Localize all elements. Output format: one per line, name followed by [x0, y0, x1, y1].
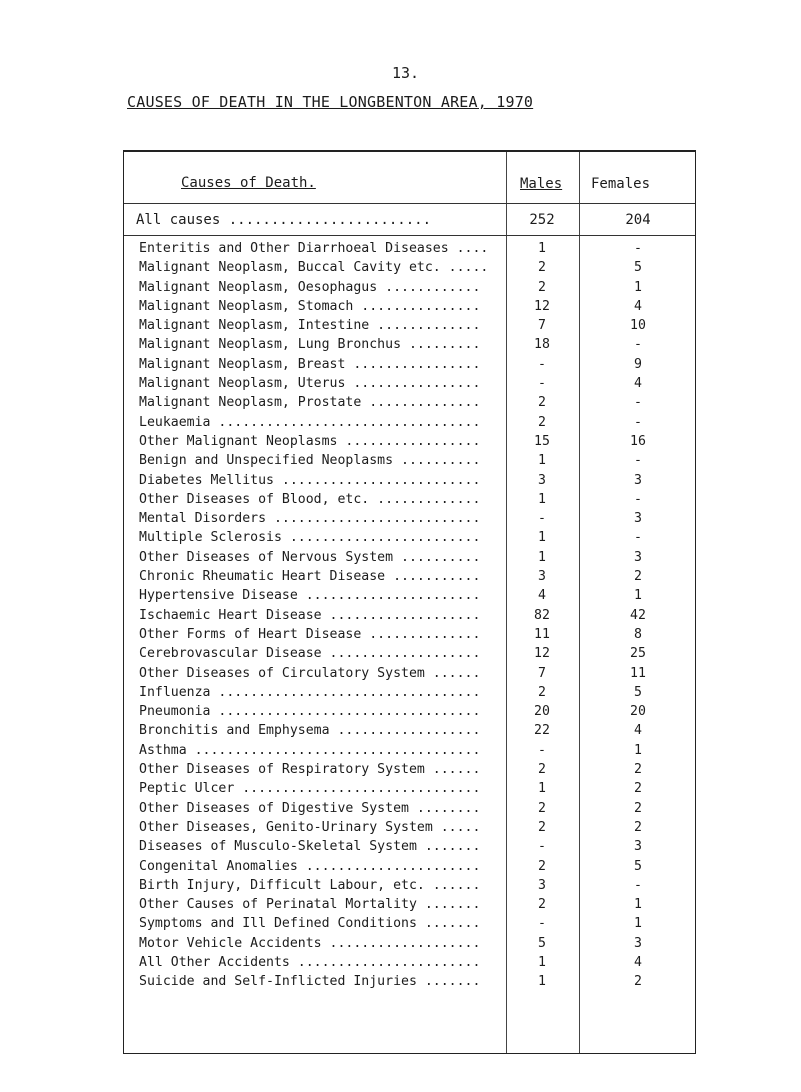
cause-label: Symptoms and Ill Defined Conditions .......	[139, 916, 481, 932]
males-value: 12	[534, 646, 550, 662]
table-row	[124, 509, 695, 528]
cause-label: Birth Injury, Difficult Labour, etc. ......	[139, 877, 481, 893]
table-row	[124, 316, 695, 335]
cause-label: Malignant Neoplasm, Intestine .............	[139, 318, 481, 334]
males-value: 7	[538, 318, 546, 334]
females-value: 4	[634, 298, 642, 314]
cause-label: Hypertensive Disease ......................	[139, 588, 481, 604]
females-value: -	[634, 337, 642, 353]
table-row	[124, 239, 695, 258]
cause-label: Malignant Neoplasm, Breast ................	[139, 356, 481, 372]
males-value: -	[538, 511, 546, 527]
table-row	[124, 258, 695, 277]
females-value: 4	[634, 954, 642, 970]
females-value: 2	[634, 762, 642, 778]
cause-label: Diseases of Musculo-Skeletal System .......	[139, 839, 481, 855]
cause-label: Leukaemia .................................	[139, 414, 481, 430]
cause-label: All Other Accidents .......................	[139, 954, 481, 970]
males-value: 2	[538, 279, 546, 295]
cause-label: Suicide and Self-Inflicted Injuries .......	[139, 974, 481, 990]
cause-label: Other Diseases of Digestive System ........	[139, 800, 481, 816]
males-value: 3	[538, 472, 546, 488]
cause-label: Malignant Neoplasm, Stomach ...............	[139, 298, 481, 314]
males-value: 3	[538, 877, 546, 893]
females-value: 1	[634, 279, 642, 295]
females-value: 5	[634, 260, 642, 276]
females-value: -	[634, 877, 642, 893]
males-value: -	[538, 916, 546, 932]
cause-label: Enteritis and Other Diarrhoeal Diseases ....	[139, 241, 489, 256]
cause-label: Peptic Ulcer ..............................	[139, 781, 481, 797]
males-value: 1	[538, 974, 546, 990]
males-value: 1	[538, 954, 546, 970]
females-value: 3	[634, 935, 642, 951]
table-row	[124, 625, 695, 644]
females-value: 5	[634, 858, 642, 874]
cause-label: Chronic Rheumatic Heart Disease ...........	[139, 569, 481, 585]
table-row	[124, 664, 695, 683]
total-rule	[124, 235, 695, 236]
page-number: 13.	[392, 64, 420, 82]
males-value: 22	[534, 723, 550, 739]
all-causes-males: 252	[529, 212, 555, 228]
cause-label: Influenza .................................	[139, 684, 481, 700]
table-row	[124, 914, 695, 933]
males-value: 82	[534, 607, 550, 623]
cause-label: Other Diseases of Blood, etc. .............	[139, 491, 481, 507]
cause-label: Malignant Neoplasm, Buccal Cavity etc. .....	[139, 260, 489, 276]
table-row	[124, 586, 695, 605]
table-row	[124, 818, 695, 837]
females-value: 20	[630, 704, 646, 720]
table-row	[124, 837, 695, 856]
table-row	[124, 644, 695, 663]
cause-label: Malignant Neoplasm, Lung Bronchus .........	[139, 337, 481, 353]
table-row	[124, 799, 695, 818]
females-value: 5	[634, 684, 642, 700]
table-row	[124, 335, 695, 354]
table-row	[124, 432, 695, 451]
females-value: -	[634, 530, 642, 546]
females-value: 3	[634, 472, 642, 488]
causes-of-death-table	[123, 150, 696, 1054]
males-value: 12	[534, 298, 550, 314]
males-value: 3	[538, 569, 546, 585]
all-causes-females: 204	[625, 212, 651, 228]
males-value: 2	[538, 414, 546, 430]
table-row	[124, 297, 695, 316]
table-row	[124, 779, 695, 798]
cause-label: Other Forms of Heart Disease ..............	[139, 626, 481, 642]
cause-label: Congenital Anomalies ......................	[139, 858, 481, 874]
table-row	[124, 606, 695, 625]
males-value: -	[538, 742, 546, 758]
females-value: -	[634, 491, 642, 507]
cause-label: Other Diseases, Genito-Urinary System .....	[139, 819, 481, 835]
table-row	[124, 741, 695, 760]
cause-label: Motor Vehicle Accidents ...................	[139, 935, 481, 951]
table-row	[124, 857, 695, 876]
females-value: 2	[634, 781, 642, 797]
females-value: 1	[634, 897, 642, 913]
females-value: 2	[634, 800, 642, 816]
cause-label: Cerebrovascular Disease ...................	[139, 646, 481, 662]
females-value: 16	[630, 433, 646, 449]
cause-label: Other Causes of Perinatal Mortality .......	[139, 897, 481, 913]
table-row	[124, 760, 695, 779]
all-causes-label: All causes ........................	[136, 212, 432, 228]
header-males: Males	[520, 176, 563, 192]
cause-label: Other Diseases of Nervous System ..........	[139, 549, 481, 565]
cause-label: Pneumonia .................................	[139, 704, 481, 720]
table-row	[124, 355, 695, 374]
table-row	[124, 876, 695, 895]
table-row	[124, 721, 695, 740]
males-value: 18	[534, 337, 550, 353]
males-value: 2	[538, 762, 546, 778]
cause-label: Other Diseases of Circulatory System ......	[139, 665, 481, 681]
males-value: 1	[538, 453, 546, 469]
females-value: 1	[634, 588, 642, 604]
table-row	[124, 471, 695, 490]
table-row	[124, 895, 695, 914]
cause-label: Bronchitis and Emphysema ..................	[139, 723, 481, 739]
cause-label: Asthma ....................................	[139, 742, 481, 758]
females-value: 2	[634, 974, 642, 990]
cause-label: Malignant Neoplasm, Oesophagus ............	[139, 279, 481, 295]
table-row	[124, 393, 695, 412]
females-value: -	[634, 414, 642, 430]
females-value: -	[634, 395, 642, 411]
cause-label: Diabetes Mellitus .........................	[139, 472, 481, 488]
males-value: 1	[538, 781, 546, 797]
females-value: -	[634, 241, 642, 256]
males-value: -	[538, 356, 546, 372]
page-title: CAUSES OF DEATH IN THE LONGBENTON AREA, 1970	[127, 93, 534, 111]
males-value: 11	[534, 626, 550, 642]
females-value: 3	[634, 839, 642, 855]
table-row	[124, 683, 695, 702]
table-row	[124, 972, 695, 991]
cause-label: Malignant Neoplasm, Uterus ................	[139, 376, 481, 392]
females-value: 1	[634, 742, 642, 758]
header-rule	[124, 203, 695, 204]
males-value: 2	[538, 897, 546, 913]
females-value: 9	[634, 356, 642, 372]
males-value: 1	[538, 530, 546, 546]
males-value: 2	[538, 684, 546, 700]
table-row	[124, 374, 695, 393]
males-value: 2	[538, 395, 546, 411]
all-causes-row	[124, 205, 695, 235]
males-value: 4	[538, 588, 546, 604]
females-value: 10	[630, 318, 646, 334]
males-value: -	[538, 839, 546, 855]
females-value: 8	[634, 626, 642, 642]
header-females: Females	[591, 176, 651, 192]
cause-label: Other Malignant Neoplasms .................	[139, 433, 481, 449]
cause-label: Benign and Unspecified Neoplasms ..........	[139, 453, 481, 469]
table-row	[124, 490, 695, 509]
table-row	[124, 278, 695, 297]
males-value: -	[538, 376, 546, 392]
cause-label: Malignant Neoplasm, Prostate ..............	[139, 395, 481, 411]
females-value: 4	[634, 723, 642, 739]
females-value: 25	[630, 646, 646, 662]
females-value: 3	[634, 549, 642, 565]
males-value: 1	[538, 491, 546, 507]
males-value: 2	[538, 260, 546, 276]
females-value: -	[634, 453, 642, 469]
males-value: 1	[538, 241, 546, 256]
males-value: 2	[538, 800, 546, 816]
table-row	[124, 528, 695, 547]
table-row	[124, 567, 695, 586]
table-row	[124, 548, 695, 567]
table-row	[124, 953, 695, 972]
cause-rows	[124, 239, 695, 992]
table-row	[124, 702, 695, 721]
females-value: 3	[634, 511, 642, 527]
males-value: 15	[534, 433, 550, 449]
females-value: 11	[630, 665, 646, 681]
females-value: 42	[630, 607, 646, 623]
females-value: 4	[634, 376, 642, 392]
table-row	[124, 451, 695, 470]
cause-label: Ischaemic Heart Disease ...................	[139, 607, 481, 623]
males-value: 2	[538, 858, 546, 874]
males-value: 2	[538, 819, 546, 835]
table-row	[124, 934, 695, 953]
cause-label: Mental Disorders ..........................	[139, 511, 481, 527]
males-value: 7	[538, 665, 546, 681]
males-value: 1	[538, 549, 546, 565]
males-value: 5	[538, 935, 546, 951]
females-value: 2	[634, 819, 642, 835]
males-value: 20	[534, 704, 550, 720]
females-value: 1	[634, 916, 642, 932]
females-value: 2	[634, 569, 642, 585]
cause-label: Other Diseases of Respiratory System ......	[139, 762, 481, 778]
cause-label: Multiple Sclerosis ........................	[139, 530, 481, 546]
table-row	[124, 413, 695, 432]
header-causes: Causes of Death.	[181, 175, 316, 191]
